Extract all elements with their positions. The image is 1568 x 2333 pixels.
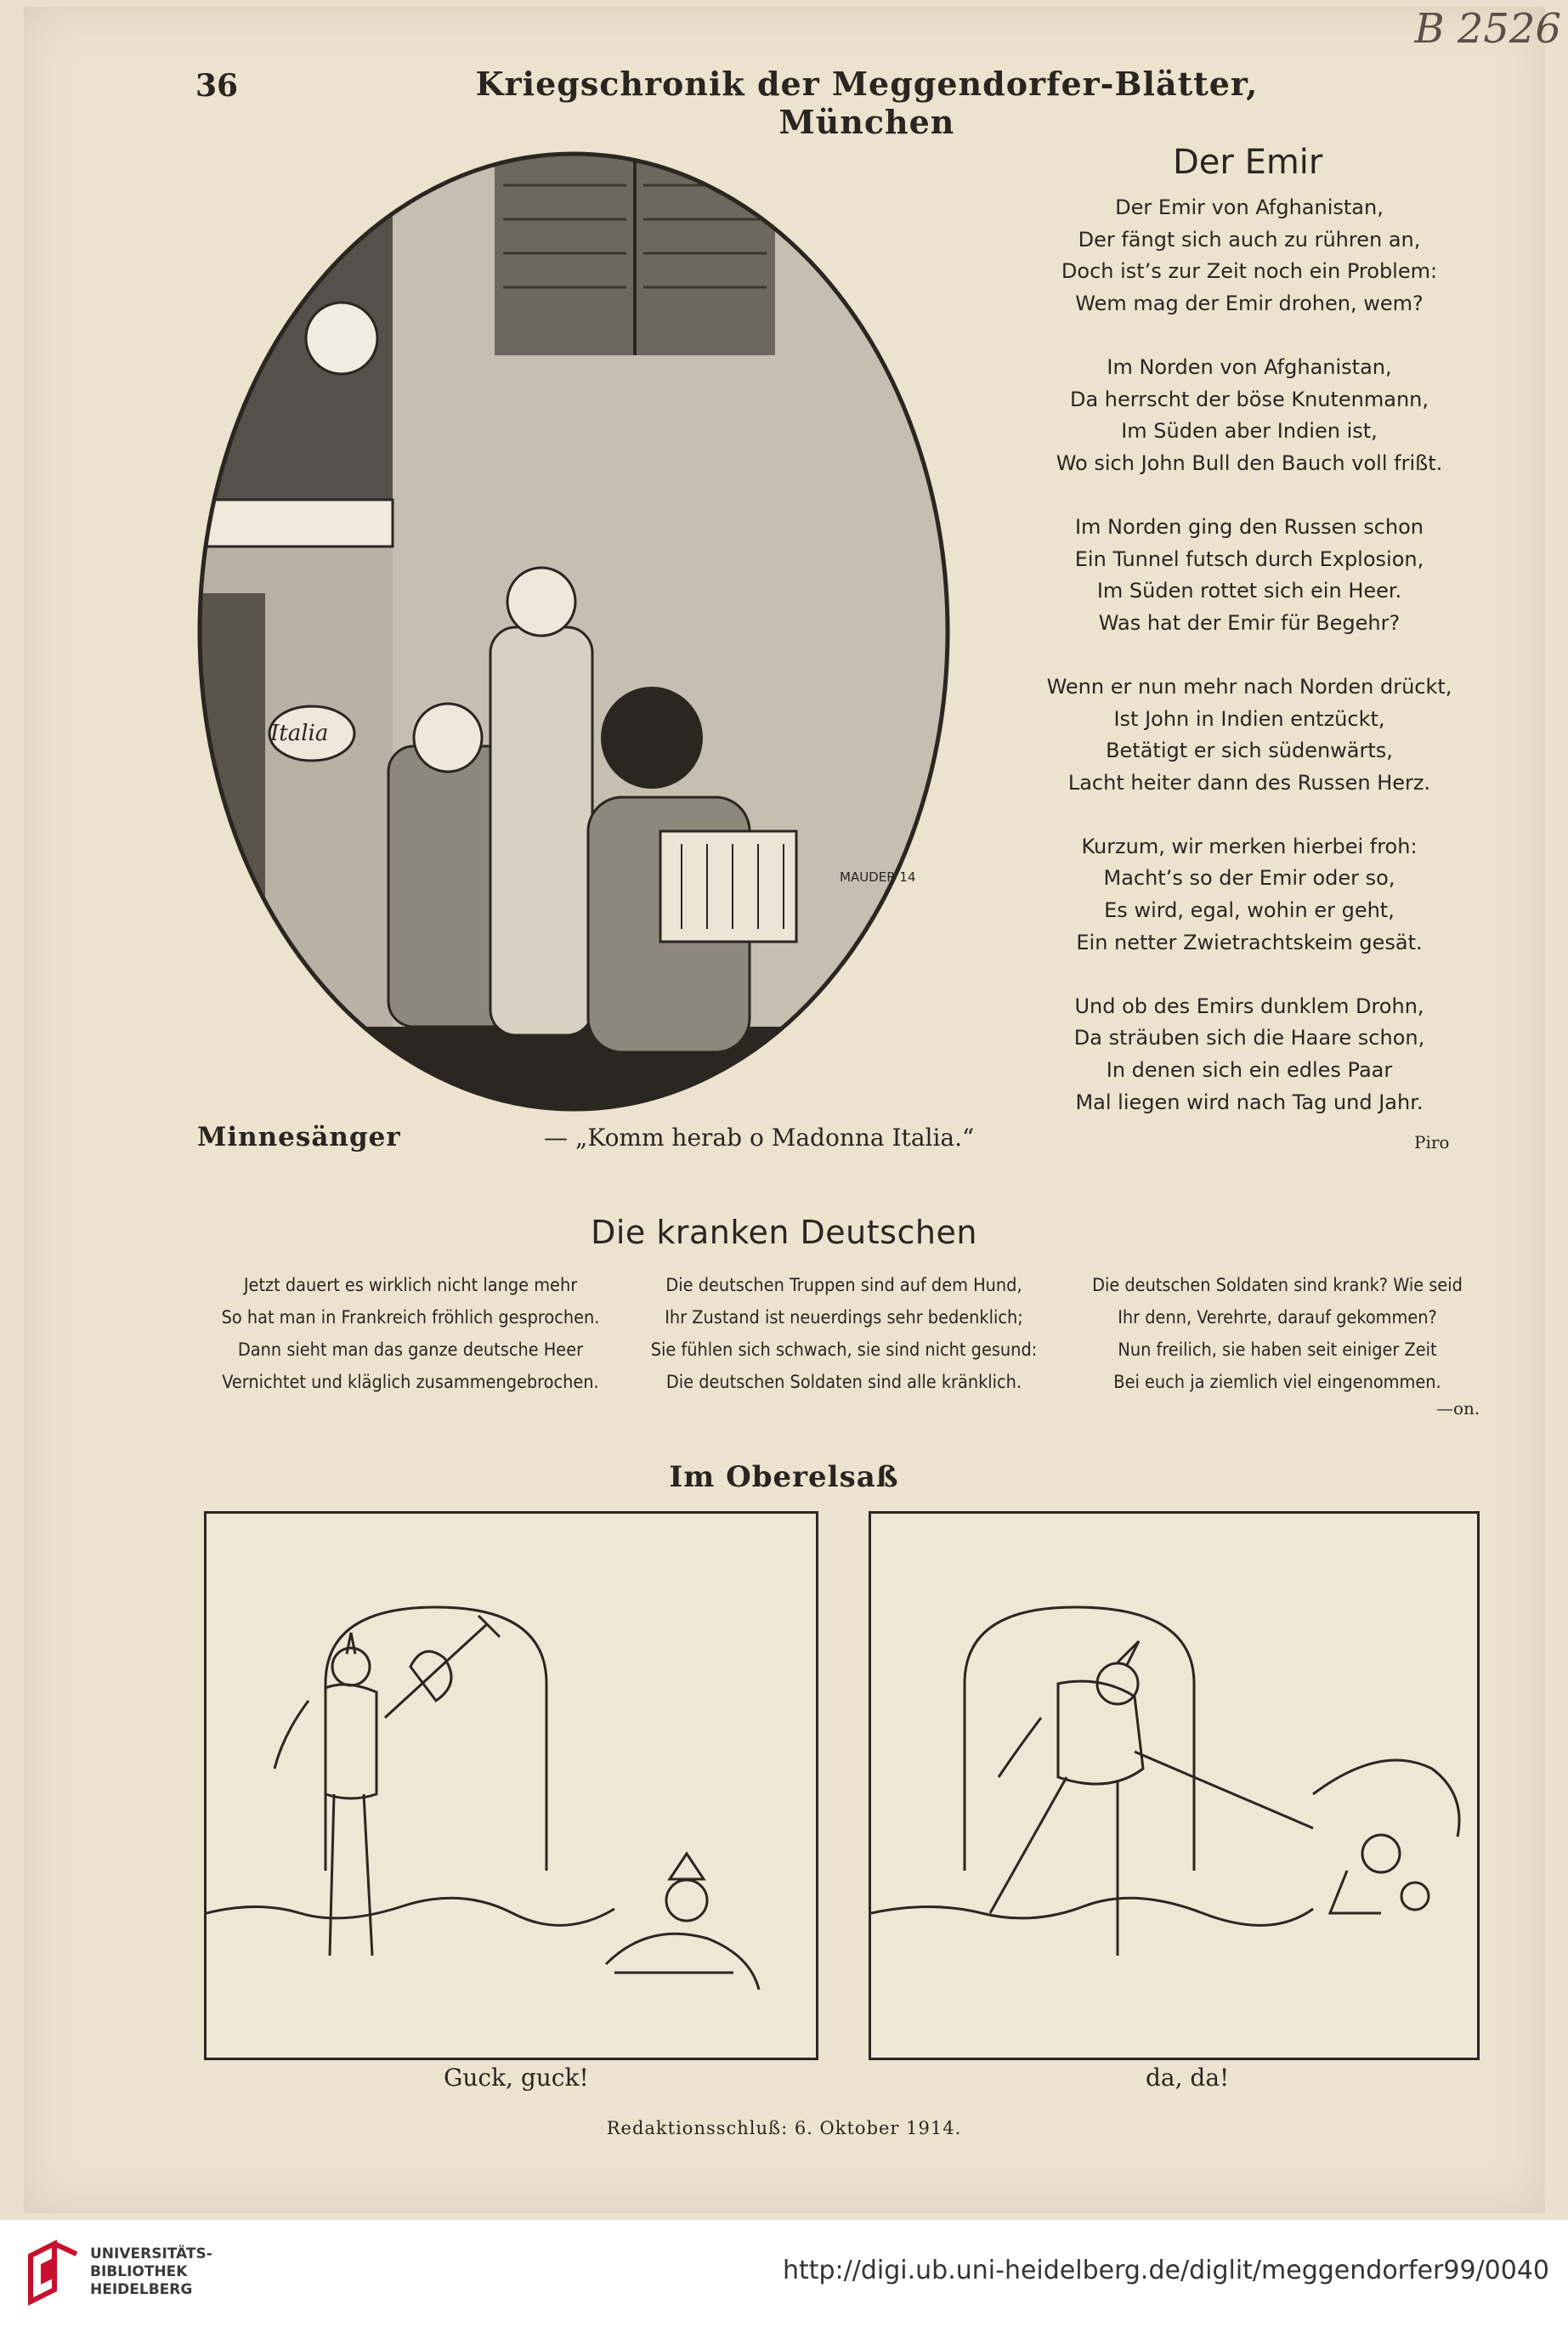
minnesaenger-cartoon	[197, 151, 950, 1112]
library-name-line: BIBLIOTHEK	[90, 2263, 188, 2280]
verse2-line: Nun freilich, sie haben seit einiger Zeit	[1118, 1339, 1437, 1361]
verse2-line: Sie fühlen sich schwach, sie sind nicht gesund:	[650, 1339, 1038, 1361]
artist-signature: MAUDER 14	[840, 869, 916, 885]
library-name-line: UNIVERSITÄTS-	[90, 2245, 212, 2262]
verse2-line: Die deutschen Truppen sind auf dem Hund,	[665, 1275, 1022, 1296]
verse2-columns	[194, 1270, 1494, 1406]
cartoon-caption-quote: — „Komm herab o Madonna Italia.“	[544, 1124, 975, 1152]
shelfmark: B 2526	[1414, 5, 1561, 53]
cartoon-caption-title: Minnesänger	[197, 1122, 401, 1152]
verse2-line: Ihr Zustand ist neuerdings sehr bedenklich;	[665, 1307, 1023, 1328]
poem-stanza	[1003, 991, 1496, 1118]
poem-line: Kurzum, wir merken hierbei froh:	[1081, 834, 1418, 858]
verse2-title: Die kranken Deutschen	[591, 1214, 977, 1251]
running-head: Kriegschronik der Meggendorfer-Blätter, München	[475, 65, 1259, 141]
poem-stanza	[1003, 192, 1496, 320]
poem-stanza	[1003, 831, 1496, 959]
library-name-line: HEIDELBERG	[90, 2281, 193, 2298]
verse2-line: Die deutschen Soldaten sind krank? Wie seid	[1092, 1275, 1463, 1296]
poem-line: Im Norden von Afghanistan,	[1107, 354, 1392, 379]
library-logo-icon	[24, 2239, 82, 2307]
poem-stanza	[1003, 671, 1496, 799]
library-name	[90, 2245, 212, 2299]
poem-line: Es wird, egal, wohin er geht,	[1104, 898, 1395, 923]
verse2-author: —on.	[1436, 1398, 1480, 1418]
panels-title: Im Oberelsaß	[669, 1460, 899, 1494]
library-footer	[0, 2220, 1568, 2333]
verse2-column	[1061, 1270, 1494, 1399]
poem-line: Wem mag der Emir drohen, wem?	[1075, 291, 1424, 315]
poem-line: Ein netter Zwietrachtskeim gesät.	[1076, 930, 1423, 954]
poem-line: Wenn er nun mehr nach Norden drückt,	[1046, 674, 1452, 699]
verse2-line: Die deutschen Soldaten sind alle kränklich.	[665, 1372, 1022, 1393]
poem-line: Macht’s so der Emir oder so,	[1103, 866, 1395, 891]
poem-line: Ein Tunnel futsch durch Explosion,	[1074, 546, 1424, 571]
verse2-line: Ihr denn, Verehrte, darauf gekommen?	[1118, 1307, 1437, 1328]
poem-line: In denen sich ein edles Paar	[1106, 1058, 1393, 1083]
cartoon-panel-left	[204, 1511, 818, 2060]
panel-right-caption: da, da!	[1146, 2064, 1230, 2092]
panel-left-caption: Guck, guck!	[444, 2064, 589, 2092]
poem-line: Lacht heiter dann des Russen Herz.	[1067, 770, 1431, 795]
editorial-deadline-note: Redaktionsschluß: 6. Oktober 1914.	[606, 2118, 962, 2138]
poem-line: Betätigt er sich südenwärts,	[1106, 739, 1393, 763]
poem-line: Im Norden ging den Russen schon	[1074, 514, 1424, 539]
italia-sign-text: Italia	[270, 721, 329, 746]
poem-line: Wo sich John Bull den Bauch voll frißt.	[1056, 450, 1443, 475]
verse2-column	[627, 1270, 1061, 1399]
poem-line: Doch ist’s zur Zeit noch ein Problem:	[1061, 259, 1438, 284]
poem-stanza	[1003, 352, 1496, 479]
poem-author: Piro	[1414, 1132, 1450, 1152]
verse2-line: So hat man in Frankreich fröhlich gesprochen.	[221, 1307, 600, 1328]
verse2-line: Jetzt dauert es wirklich nicht lange mehr	[243, 1275, 578, 1296]
poem-line: Und ob des Emirs dunklem Drohn,	[1074, 994, 1424, 1018]
poem-line: Der Emir von Afghanistan,	[1115, 195, 1384, 219]
poem-line: Da sträuben sich die Haare schon,	[1073, 1026, 1425, 1050]
poem-line: Da herrscht der böse Knutenmann,	[1069, 387, 1429, 411]
verse2-column	[194, 1270, 627, 1399]
poem-line: Ist John in Indien entzückt,	[1113, 706, 1385, 731]
verse2-line: Bei euch ja ziemlich viel eingenommen.	[1113, 1372, 1441, 1393]
poem-stanza	[1003, 512, 1496, 639]
poem-body	[1003, 192, 1496, 1151]
poem-line: Der fängt sich auch zu rühren an,	[1078, 227, 1421, 252]
poem-line: Im Süden aber Indien ist,	[1121, 419, 1378, 444]
cartoon-panel-right	[869, 1511, 1480, 2060]
poem-title: Der Emir	[1173, 143, 1323, 182]
poem-line: Im Süden rottet sich ein Heer.	[1096, 579, 1402, 603]
poem-line: Mal liegen wird nach Tag und Jahr.	[1075, 1090, 1424, 1114]
digital-collection-url[interactable]: http://digi.ub.uni-heidelberg.de/diglit/meggendorfer99/0040	[782, 2256, 1549, 2285]
verse2-line: Vernichtet und kläglich zusammengebrochen.	[222, 1372, 599, 1393]
verse2-line: Dann sieht man das ganze deutsche Heer	[237, 1339, 584, 1361]
poem-line: Was hat der Emir für Begehr?	[1098, 610, 1401, 635]
page-number: 36	[195, 68, 239, 104]
